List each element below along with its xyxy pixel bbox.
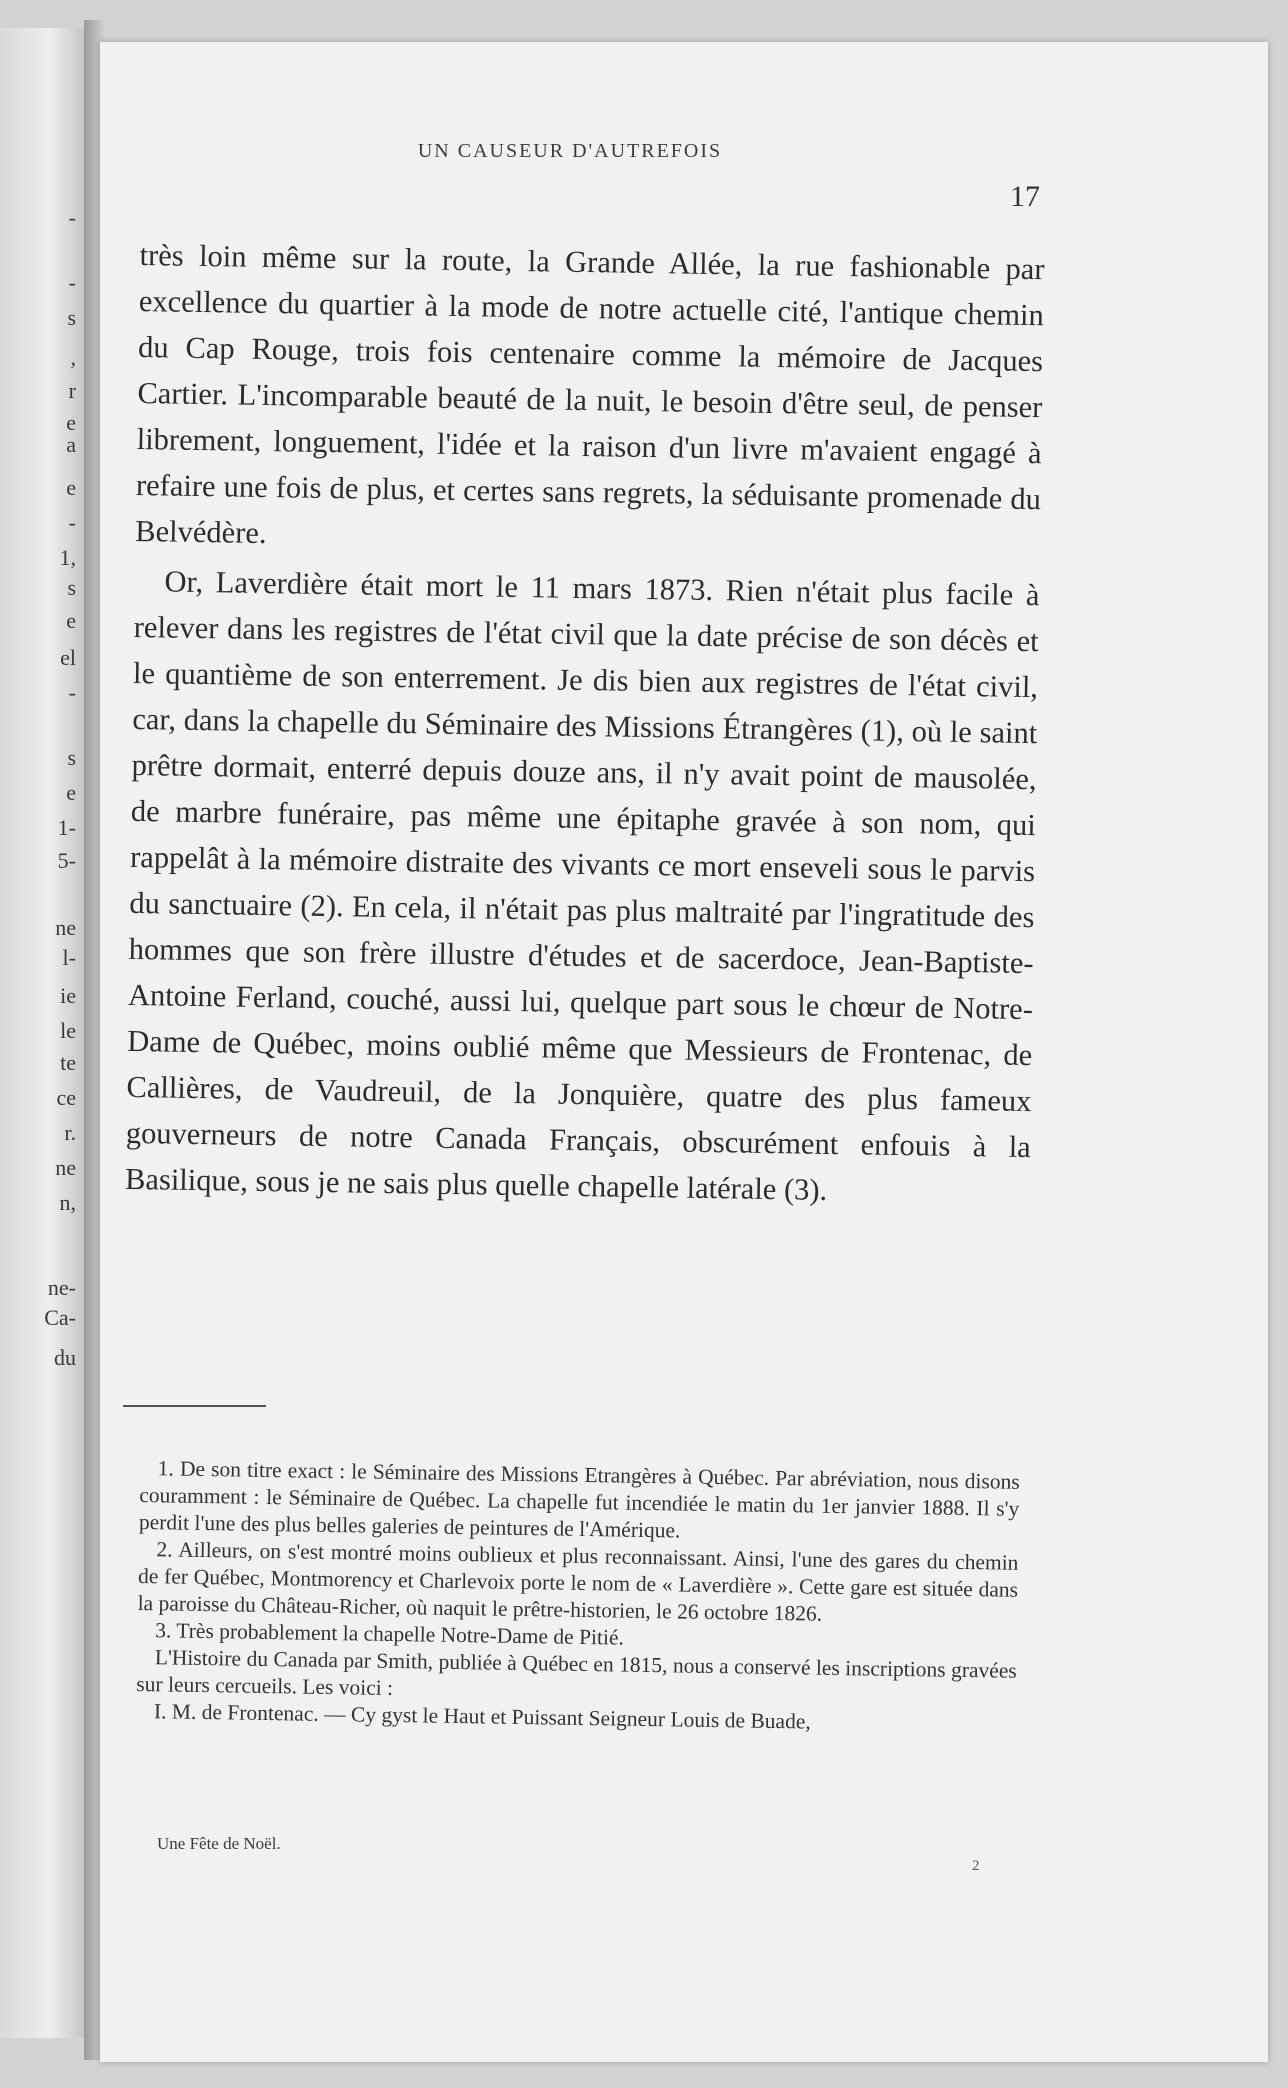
paragraph: très loin même sur la route, la Grande Allée, la rue fashionable par excellence du quartier à la mode de notre actuelle cité, l'antique chemin du Cap Rouge, trois fois centenaire comme la mémoire de Jacques Cartier. L'incomparable beauté de la nuit, le besoin d'être seul, de penser librement, longuement, l'idée et la raison d'un livre m'avaient engagé à refaire une fois de plus, et certes sans regrets, la séduisante promenade du Belvédère.	[135, 237, 1045, 551]
facing-page-fragment: r	[68, 378, 76, 403]
footnote-separator	[123, 1405, 266, 1407]
facing-page-fragment: r.	[64, 1120, 76, 1145]
facing-page-fragment: s	[67, 575, 76, 600]
footnotes	[136, 1455, 1020, 1739]
facing-page-fragment: e	[66, 780, 76, 805]
facing-page-fragment: ne	[55, 1155, 76, 1180]
footnote: I. M. de Frontenac. — Cy gyst le Haut et Puissant Seigneur Louis de Buade,	[153, 1699, 811, 1734]
footnote: 1. De son titre exact : le Séminaire des Missions Etrangères à Québec. Par abréviation, nous disons couramment : le Séminaire de Québec. La chapelle fut incendiée le matin du 1er janvier 1888. Il s'y perdit l'une des plus belles galeries de peintures de l'Amérique.	[138, 1456, 1020, 1543]
facing-page-fragment: -	[68, 205, 76, 230]
facing-page-fragment: ne	[55, 915, 76, 940]
facing-page-fragment: te	[60, 1050, 76, 1075]
footnote: L'Histoire du Canada par Smith, publiée à Québec en 1815, nous a conservé les inscriptions gravées sur leurs cercueils. Les voici :	[136, 1645, 1017, 1701]
facing-page-fragment: e	[66, 608, 76, 633]
body-text	[125, 232, 1045, 1216]
signature-line: Une Fête de Noël.	[157, 1834, 281, 1853]
facing-page-fragment: ce	[56, 1085, 76, 1110]
facing-page-fragment: -	[68, 510, 76, 535]
facing-page-fragment: ,	[70, 345, 76, 370]
facing-page-fragment: e	[66, 410, 76, 435]
facing-page-fragment: -	[68, 680, 76, 705]
facing-page-fragment: e	[66, 475, 76, 500]
facing-page-fragment: le	[60, 1018, 76, 1043]
page-number: 17	[1010, 180, 1040, 213]
running-head: UN CAUSEUR D'AUTREFOIS	[417, 140, 723, 162]
facing-page-fragment: du	[54, 1345, 76, 1370]
facing-page-fragment: s	[67, 305, 76, 330]
facing-page-fragment: a	[66, 432, 76, 457]
facing-page-fragment: n,	[59, 1190, 76, 1215]
facing-page-fragment: l-	[62, 945, 76, 970]
facing-page-fragment: el	[60, 645, 76, 670]
paragraph: Or, Laverdière était mort le 11 mars 1873. Rien n'était plus facile à relever dans les registres de l'état civil que la date précise de son décès et le quantième de son enterrement. Je dis bien aux registres de l'état civil, car, dans la chapelle du Séminaire des Missions Étrangères (1), où le saint prêtre dormait, enterré depuis douze ans, il n'y avait point de mausolée, de marbre funéraire, pas même une épitaphe gravée à son nom, qui rappelât à la mémoire distraite des vivants ce mort enseveli sous le parvis du sanctuaire (2). En cela, il n'était pas plus maltraité par l'ingratitude des hommes que son frère illustre d'études et de sacerdoce, Jean-Baptiste-Antoine Ferland, couché, aussi lui, quelque part sous le chœur de Notre-Dame de Québec, moins oublié même que Messieurs de Frontenac, de Callières, de Vaudreuil, de la Jonquière, quatre des plus fameux gouverneurs de notre Canada Français, obscurément enfouis à la Basilique, sous je ne sais plus quelle chapelle latérale (3).	[124, 564, 1040, 1207]
facing-page-fragment: 1,	[59, 545, 76, 570]
facing-page-fragment: 1-	[57, 815, 76, 840]
facing-page-edge	[0, 28, 84, 2038]
facing-page-fragment: ie	[60, 983, 76, 1008]
footnote: 3. Très probablement la chapelle Notre-Dame de Pitié.	[155, 1618, 625, 1650]
signature-mark: 2	[972, 1858, 980, 1874]
facing-page-fragment: 5-	[57, 848, 76, 873]
facing-page-fragment: s	[67, 745, 76, 770]
facing-page-text-fragments	[32, 28, 84, 2038]
facing-page-fragment: ne-	[47, 1275, 76, 1300]
footnote: 2. Ailleurs, on s'est montré moins oublieux et plus reconnaissant. Ainsi, l'une des gares du chemin de fer Québec, Montmorency et Charlevoix porte le nom de « Laverdière ». Cette gare est située dans la paroisse du Château-Richer, où naquit le prêtre-historien, le 26 octobre 1826.	[137, 1537, 1019, 1626]
facing-page-fragment: Ca-	[44, 1305, 76, 1330]
facing-page-fragment: -	[68, 270, 76, 295]
